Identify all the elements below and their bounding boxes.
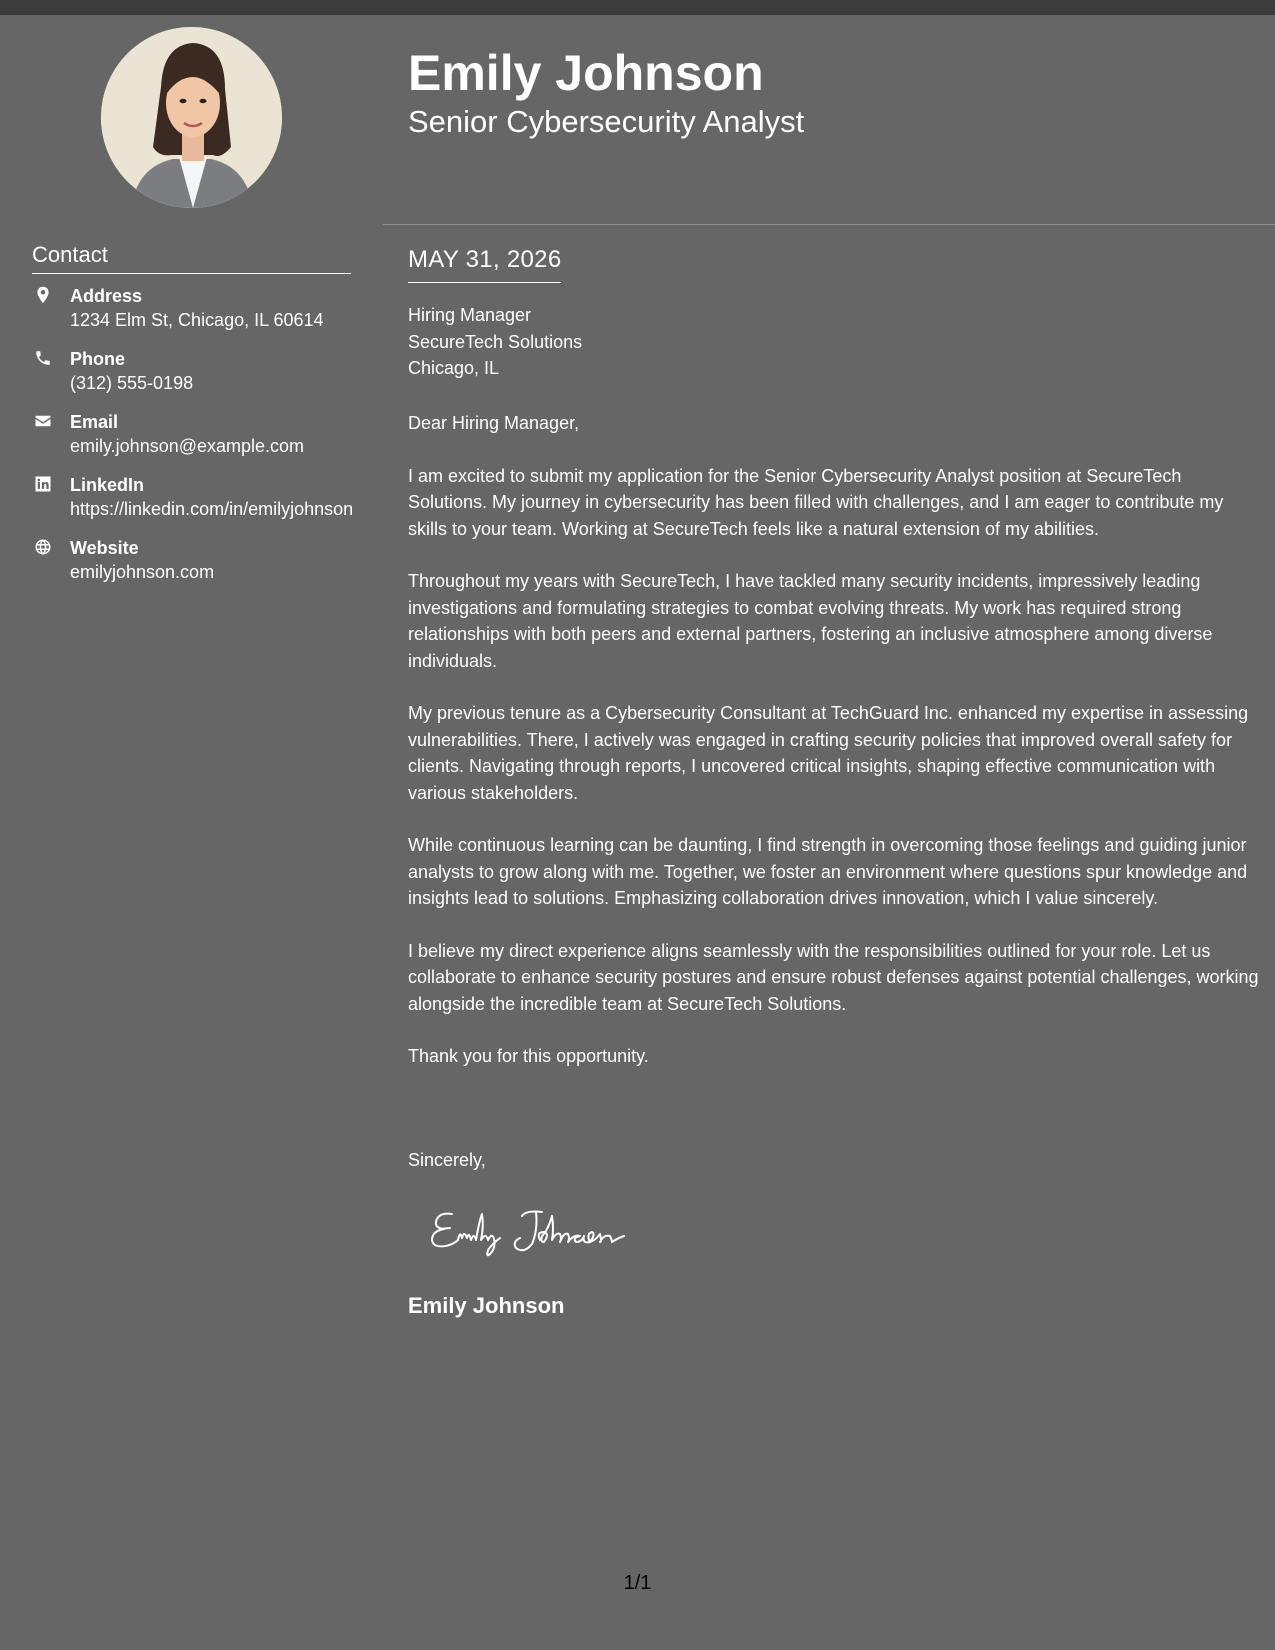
letter-paragraph: My previous tenure as a Cybersecurity Consultant at TechGuard Inc. enhanced my expertise in assessing vulnerabilities. There, I actively was engaged in crafting security policies that improved overall safety for clients. Navigating through reports, I uncovered critical insights, shaping effective communication with various stakeholders. — [408, 703, 1249, 803]
handwritten-signature — [424, 1200, 664, 1260]
recipient-line: Hiring Manager — [408, 305, 532, 325]
phone-value: (312) 555-0198 — [70, 373, 194, 393]
profile-photo — [101, 27, 282, 208]
letter-paragraph: Throughout my years with SecureTech, I have tackled many security incidents, impressively leading investigations and formulating strategies to combat evolving threats. My work has required strong relationships with both peers and external partners, fostering an inclusive atmosphere among diverse individuals. — [408, 571, 1213, 671]
recipient-line: SecureTech Solutions — [408, 331, 583, 352]
address-value: 1234 Elm St, Chicago, IL 60614 — [70, 310, 324, 330]
contact-website — [32, 536, 362, 584]
contact-email — [32, 410, 362, 458]
top-bar — [0, 0, 1275, 15]
letter-date: MAY 31, 2026 — [408, 244, 561, 283]
website-link[interactable]: emilyjohnson.com — [70, 562, 215, 582]
contact-label: Address — [70, 286, 143, 306]
contact-label: Phone — [70, 349, 126, 369]
phone-icon — [34, 349, 52, 367]
closing: Sincerely, — [408, 1150, 486, 1170]
letter-paragraph: While continuous learning can be daunting, I find strength in overcoming those feelings and guiding junior analysts to grow along with me. Together, we foster an environment where questions spur knowledge and insights lead to solutions. Emphasizing collaboration drives innovation, which I value sincerely. — [408, 835, 1248, 908]
contact-label: Email — [70, 412, 119, 432]
letter-body — [408, 410, 1260, 1096]
contact-phone — [32, 347, 362, 395]
applicant-name: Emily Johnson — [408, 45, 764, 101]
email-link[interactable]: emily.johnson@example.com — [70, 436, 305, 456]
header-divider — [383, 224, 1275, 225]
letter-paragraph: I am excited to submit my application for the Senior Cybersecurity Analyst position at SecureTech Solutions. My journey in cybersecurity has been filled with challenges, and I am eager to contribute my skills to your team. Working at SecureTech feels like a natural extension of my abilities. — [408, 465, 1224, 539]
letter-paragraph: I believe my direct experience aligns seamlessly with the responsibilities outlined for your role. Let us collaborate to enhance security postures and ensure robust defenses against potential challenges, working alongside the incredible team at SecureTech Solutions. — [408, 940, 1259, 1014]
contact-list — [32, 284, 362, 599]
job-title: Senior Cybersecurity Analyst — [408, 104, 805, 139]
contact-address — [32, 284, 362, 332]
recipient-block — [408, 302, 582, 382]
linkedin-icon — [34, 475, 52, 493]
contact-label: Website — [70, 538, 139, 558]
recipient-line: Chicago, IL — [408, 358, 500, 378]
linkedin-link[interactable]: https://linkedin.com/in/emilyjohnson — [70, 499, 354, 519]
page-number: 1/1 — [623, 1572, 652, 1594]
envelope-icon — [34, 412, 52, 430]
contact-label: LinkedIn — [70, 475, 145, 495]
avatar — [101, 27, 282, 208]
signer-name: Emily Johnson — [408, 1293, 565, 1318]
contact-linkedin — [32, 473, 362, 521]
salutation: Dear Hiring Manager, — [408, 413, 580, 433]
location-pin-icon — [34, 286, 52, 304]
globe-icon — [34, 538, 52, 556]
contact-heading: Contact — [32, 240, 351, 274]
letter-paragraph: Thank you for this opportunity. — [408, 1046, 649, 1066]
